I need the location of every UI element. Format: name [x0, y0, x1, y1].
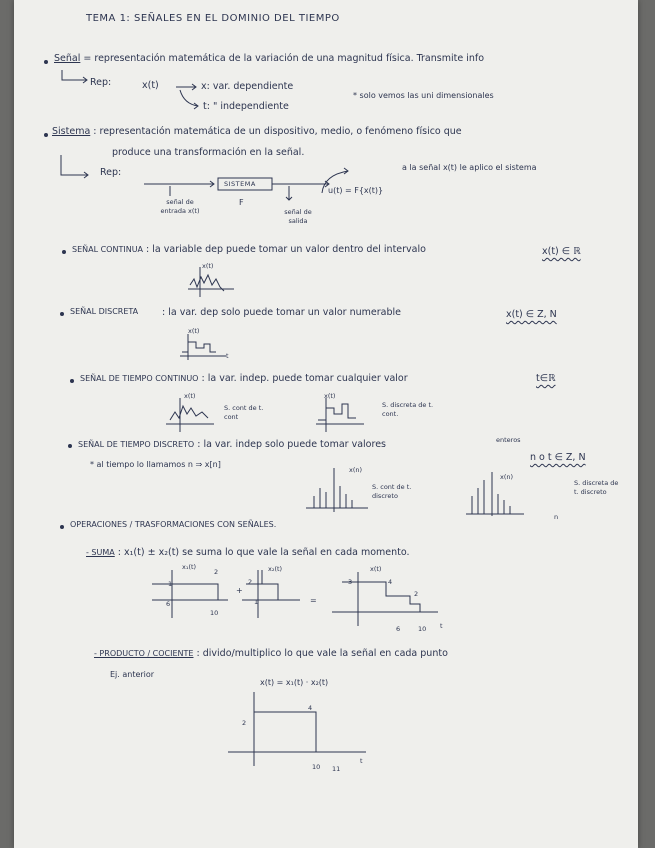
page-title: TEMA 1: SEÑALES EN EL DOMINIO DEL TIEMPO: [86, 13, 340, 24]
sistema-definition: : representación matemática de un dispositivo, medio, o fenómeno físico que: [93, 126, 462, 137]
product-tick-2: 2: [242, 719, 247, 727]
branch-arrows-icon: [176, 84, 201, 114]
bullet: [62, 250, 66, 254]
sum-tick-3: 3: [348, 578, 353, 586]
sum-tick-2: 2: [414, 590, 419, 598]
xt-label: x(t): [370, 565, 382, 573]
x1-label: x₁(t): [182, 563, 197, 571]
bullet: [44, 133, 48, 137]
bullet: [60, 525, 64, 529]
product-tick-t: t: [360, 757, 363, 765]
tiempo-continuo-line: [80, 373, 408, 384]
tiempo-discreto-note: * al tiempo lo llamamos n ⇒ x[n]: [90, 460, 221, 469]
sistema-term: Sistema: [52, 126, 91, 137]
producto-formula: x(t) = x₁(t) · x₂(t): [260, 678, 329, 687]
notebook-page: [14, 0, 638, 848]
bullet: [60, 312, 64, 316]
suma-definition: : x₁(t) ± x₂(t) se suma lo que vale la señal en cada momento.: [117, 547, 410, 558]
sistema-input-label: señal de entrada x(t): [160, 198, 200, 215]
tiempo-continuo-right-caption: S. discreta de t. cont.: [382, 401, 434, 418]
senal-line: [54, 53, 484, 64]
bullet: [68, 444, 72, 448]
senal-rep-label: Rep:: [90, 77, 112, 88]
sum-tick-10: 10: [418, 625, 427, 633]
continua-axis-label: x(t): [202, 262, 214, 270]
senal-note: * solo vemos las uni dimensionales: [353, 91, 494, 100]
discrete-time-continuous-plot: [316, 398, 366, 434]
rep-arrow-icon: [60, 155, 100, 181]
tiempo-continuo-axis-label-2: x(t): [324, 392, 336, 400]
tiempo-discreto-right-caption: S. discreta de t. discreto: [574, 479, 619, 496]
sistema-formula: u(t) = F{x(t)}: [328, 186, 384, 195]
x2-tick-1: 1: [254, 598, 259, 606]
senal-definition: = representación matemática de la variación de una magnitud física. Transmite info: [83, 53, 485, 64]
sum-tick-4: 4: [388, 578, 393, 586]
sistema-rep-label: Rep:: [100, 167, 122, 178]
senal-t-desc: t: " independiente: [203, 101, 289, 112]
tiempo-discreto-term: SEÑAL DE TIEMPO DISCRETO: [78, 440, 195, 449]
continuous-value-discrete-time-plot: [306, 468, 370, 516]
continua-term: SEÑAL CONTINUA: [72, 245, 144, 254]
sistema-f-label: F: [239, 198, 244, 207]
equals-sign: =: [310, 596, 317, 605]
tiempo-discreto-n-label: n: [554, 513, 559, 521]
sistema-output-label: señal de salida: [284, 208, 312, 225]
bullet: [70, 379, 74, 383]
suma-line: [86, 547, 410, 558]
continuous-signal-plot: [188, 267, 238, 299]
tiempo-continuo-definition: : la var. indep. puede tomar cualquier valor: [201, 373, 408, 384]
continua-definition: : la variable dep puede tomar un valor dentro del intervalo: [146, 244, 426, 255]
senal-term: Señal: [54, 53, 81, 64]
discrete-value-discrete-time-plot: [466, 472, 526, 520]
product-result-plot: [228, 692, 368, 772]
discrete-signal-plot: [180, 334, 230, 364]
tiempo-continuo-term: SEÑAL DE TIEMPO CONTINUO: [80, 374, 199, 383]
discreta-definition: : la var. dep solo puede tomar un valor numerable: [162, 307, 401, 318]
producto-note: Ej. anterior: [110, 670, 155, 679]
tiempo-continuo-axis-label: x(t): [184, 392, 196, 400]
tiempo-discreto-left-caption: S. cont de t. discreto: [372, 483, 412, 500]
x1-tick-2: 2: [214, 568, 219, 576]
continua-line: [72, 244, 426, 255]
operaciones-term: OPERACIONES / TRASFORMACIONES CON SEÑALES.: [70, 520, 277, 529]
tiempo-discreto-axis-label: x(n): [349, 466, 363, 474]
discreta-term: SEÑAL DISCRETA: [70, 307, 139, 316]
continua-set: x(t) ∈ ℝ: [542, 246, 581, 257]
x2-tick-2: 2: [248, 578, 253, 586]
x1-tick-1: 1: [168, 580, 173, 588]
senal-x-desc: x: var. dependiente: [201, 81, 294, 92]
sum-tick-6: 6: [396, 625, 401, 633]
x2-label: x₂(t): [268, 565, 283, 573]
bullet: [44, 60, 48, 64]
x1-tick-6: 6: [166, 600, 171, 608]
continuous-time-continuous-plot: [166, 398, 216, 434]
discreta-t-label: t: [226, 352, 229, 360]
product-tick-10: 10: [312, 763, 321, 771]
tiempo-continuo-set: t∈ℝ: [536, 373, 556, 384]
suma-term: - SUMA: [86, 548, 115, 557]
sum-tick-t: t: [440, 622, 443, 630]
tiempo-continuo-left-caption: S. cont de t. cont: [224, 404, 264, 421]
plus-sign: +: [236, 586, 243, 595]
x1-plot: [152, 570, 232, 620]
producto-term: - PRODUCTO / COCIENTE: [94, 649, 194, 658]
producto-definition: : divido/multiplico lo que vale la señal en cada punto: [196, 648, 448, 659]
x1-tick-10: 10: [210, 609, 219, 617]
discreta-set: x(t) ∈ Z, N: [506, 309, 557, 320]
sistema-note: a la señal x(t) le aplico el sistema: [402, 163, 537, 172]
tiempo-discreto-definition: : la var. indep solo puede tomar valores: [197, 439, 386, 450]
discreta-axis-label: x(t): [188, 327, 200, 335]
tiempo-discreto-set: n o t ∈ Z, N: [530, 452, 586, 463]
tiempo-discreto-superscript: enteros: [496, 436, 521, 444]
sistema-line: [52, 126, 462, 137]
product-tick-11: 11: [332, 765, 341, 773]
sistema-definition-2: produce una transformación en la señal.: [112, 147, 305, 158]
tiempo-discreto-axis-label-2: x(n): [500, 473, 514, 481]
tiempo-discreto-line: [78, 439, 386, 450]
sistema-box-label: SISTEMA: [224, 180, 256, 188]
producto-line: [94, 648, 448, 659]
product-tick-4: 4: [308, 704, 313, 712]
senal-rep-expr: x(t): [142, 80, 159, 91]
